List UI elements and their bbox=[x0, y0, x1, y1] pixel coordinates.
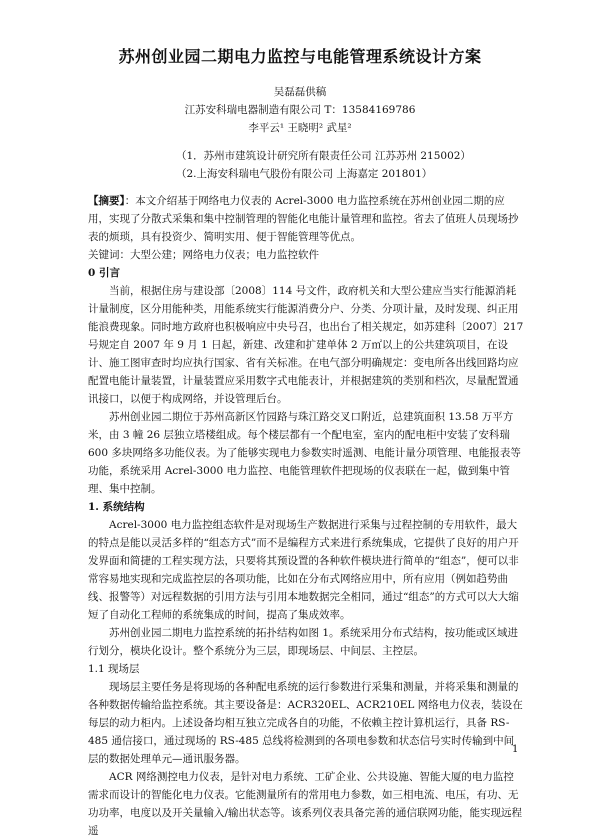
paper-body bbox=[88, 192, 524, 840]
abstract-paragraph bbox=[88, 192, 524, 246]
section-1-paragraph-1: Acrel-3000 电力监控组态软件是对现场生产数据进行采集与过程控制的专用软件，最大的特点是能以灵活多样的“组态方式”而不是编程方式来进行系统集成，它提供了良好的用户开发界面和简捷的工程实现方法，只要将其预设置的各种软件模块进行简单的“组态”，便可以非常容易地实现和完成监控层的各项功能，比如在分布式网络应用中，所有应用（例如趋势曲线、报警等）对远程数据的引用方法与引用本地数据完全相同，通过“组态”的方式可以大大缩短了自动化工程师的系统集成的时间，提高了集成效率。 bbox=[88, 519, 519, 621]
affiliation-2: （2.上海安科瑞电气股份有限公司 上海嘉定 201801） bbox=[176, 168, 433, 180]
section-0-paragraph-1: 当前，根据住房与建设部〔2008〕114 号文件，政府机关和大型公建应当实行能源消耗计量制度，区分用能种类，用能系统实行能源消费分户、分类、分项计量，及时发现、纠正用能浪费现象。同时地方政府也积极响应中央号召，也出台了相关规定，如苏建科〔2007〕217 号规定自 2007 年 9 月 1 日起，新建、改建和扩建单体 2 万㎡以上的公共建筑项目，在设计、施工图审查时均应执行国家、省有关标准。在电气部分明确规定：变电所各出线回路均应配置电能计量装置，计量装置应采用数字式电能表计，并根据建筑的类别和档次，尽量配置通讯接口，以便于构成网络，并设管理后台。 bbox=[88, 285, 524, 405]
section-0-heading: 0 引言 bbox=[88, 267, 120, 279]
paper-title: 苏州创业园二期电力监控与电能管理系统设计方案 bbox=[118, 47, 482, 66]
contributor-line: 吴磊磊供稿 bbox=[273, 86, 327, 98]
page-number: 1 bbox=[512, 744, 519, 755]
keywords-line: 关键词：大型公建；网络电力仪表；电力监控软件 bbox=[88, 249, 319, 261]
section-1-1-heading: 1.1 现场层 bbox=[88, 663, 140, 675]
section-1-heading: 1. 系统结构 bbox=[88, 501, 145, 513]
authors-line: 李平云¹ 王晓明² 武星² bbox=[248, 122, 352, 134]
affiliation-1: （1．苏州市建筑设计研究所有限责任公司 江苏苏州 215002） bbox=[176, 150, 471, 162]
company-contact-line: 江苏安科瑞电器制造有限公司 T：13584169786 bbox=[184, 104, 416, 116]
section-1-1-paragraph-1: 现场层主要任务是将现场的各种配电系统的运行参数进行采集和测量，并将采集和测量的各种数据传输给监控系统。其主要设备是：ACR320EL、ACR210EL 网络电力仪表，装设在每层的动力柜内。上述设备均相互独立完成各自的功能，不依赖主控计算机运行，具备 RS-485 通信接口，通过现场的 RS-485 总线将检测到的各项电参数和状态信号实时传输到中间层的数据处理单元—通讯服务器。 bbox=[88, 681, 523, 765]
section-1-1-paragraph-2: ACR 网络测控电力仪表，是针对电力系统、工矿企业、公共设施、智能大厦的电力监控需求而设计的智能化电力仪表。它能测量所有的常用电力参数，如三相电流、电压，有功、无功功率，电度以及开关量输入/输出状态等。该系列仪表具备完善的通信联网功能，能实现远程遥 bbox=[88, 771, 523, 837]
abstract-label: 【摘要】 bbox=[88, 195, 125, 207]
section-0-paragraph-2: 苏州创业园二期位于苏州高新区竹园路与珠江路交叉口附近，总建筑面积 13.58 万平方米，由 3 幢 26 层独立塔楼组成。每个楼层都有一个配电室，室内的配电柜中安装了安科瑞 600 多块网络多功能仪表。为了能够实现电力参数实时遥测、电能计量分项管理、电能报表等功能，系统采用 Acrel-3000 电力监控、电能管理软件把现场的仪表联在一起，做到集中管理、集中控制。 bbox=[88, 411, 521, 495]
abstract-text: ：本文介绍基于网络电力仪表的 Acrel-3000 电力监控系统在苏州创业园二期的应用，实现了分散式采集和集中控制管理的智能化电能计量管理和监控。省去了值班人员现场抄表的烦琐，具有投资少、简明实用、便于智能管理等优点。 bbox=[88, 195, 519, 243]
section-1-paragraph-2: 苏州创业园二期电力监控系统的拓扑结构如图 1。系统采用分布式结构，按功能或区域进行划分，模块化设计。整个系统分为三层，即现场层、中间层、主控层。 bbox=[88, 627, 519, 657]
